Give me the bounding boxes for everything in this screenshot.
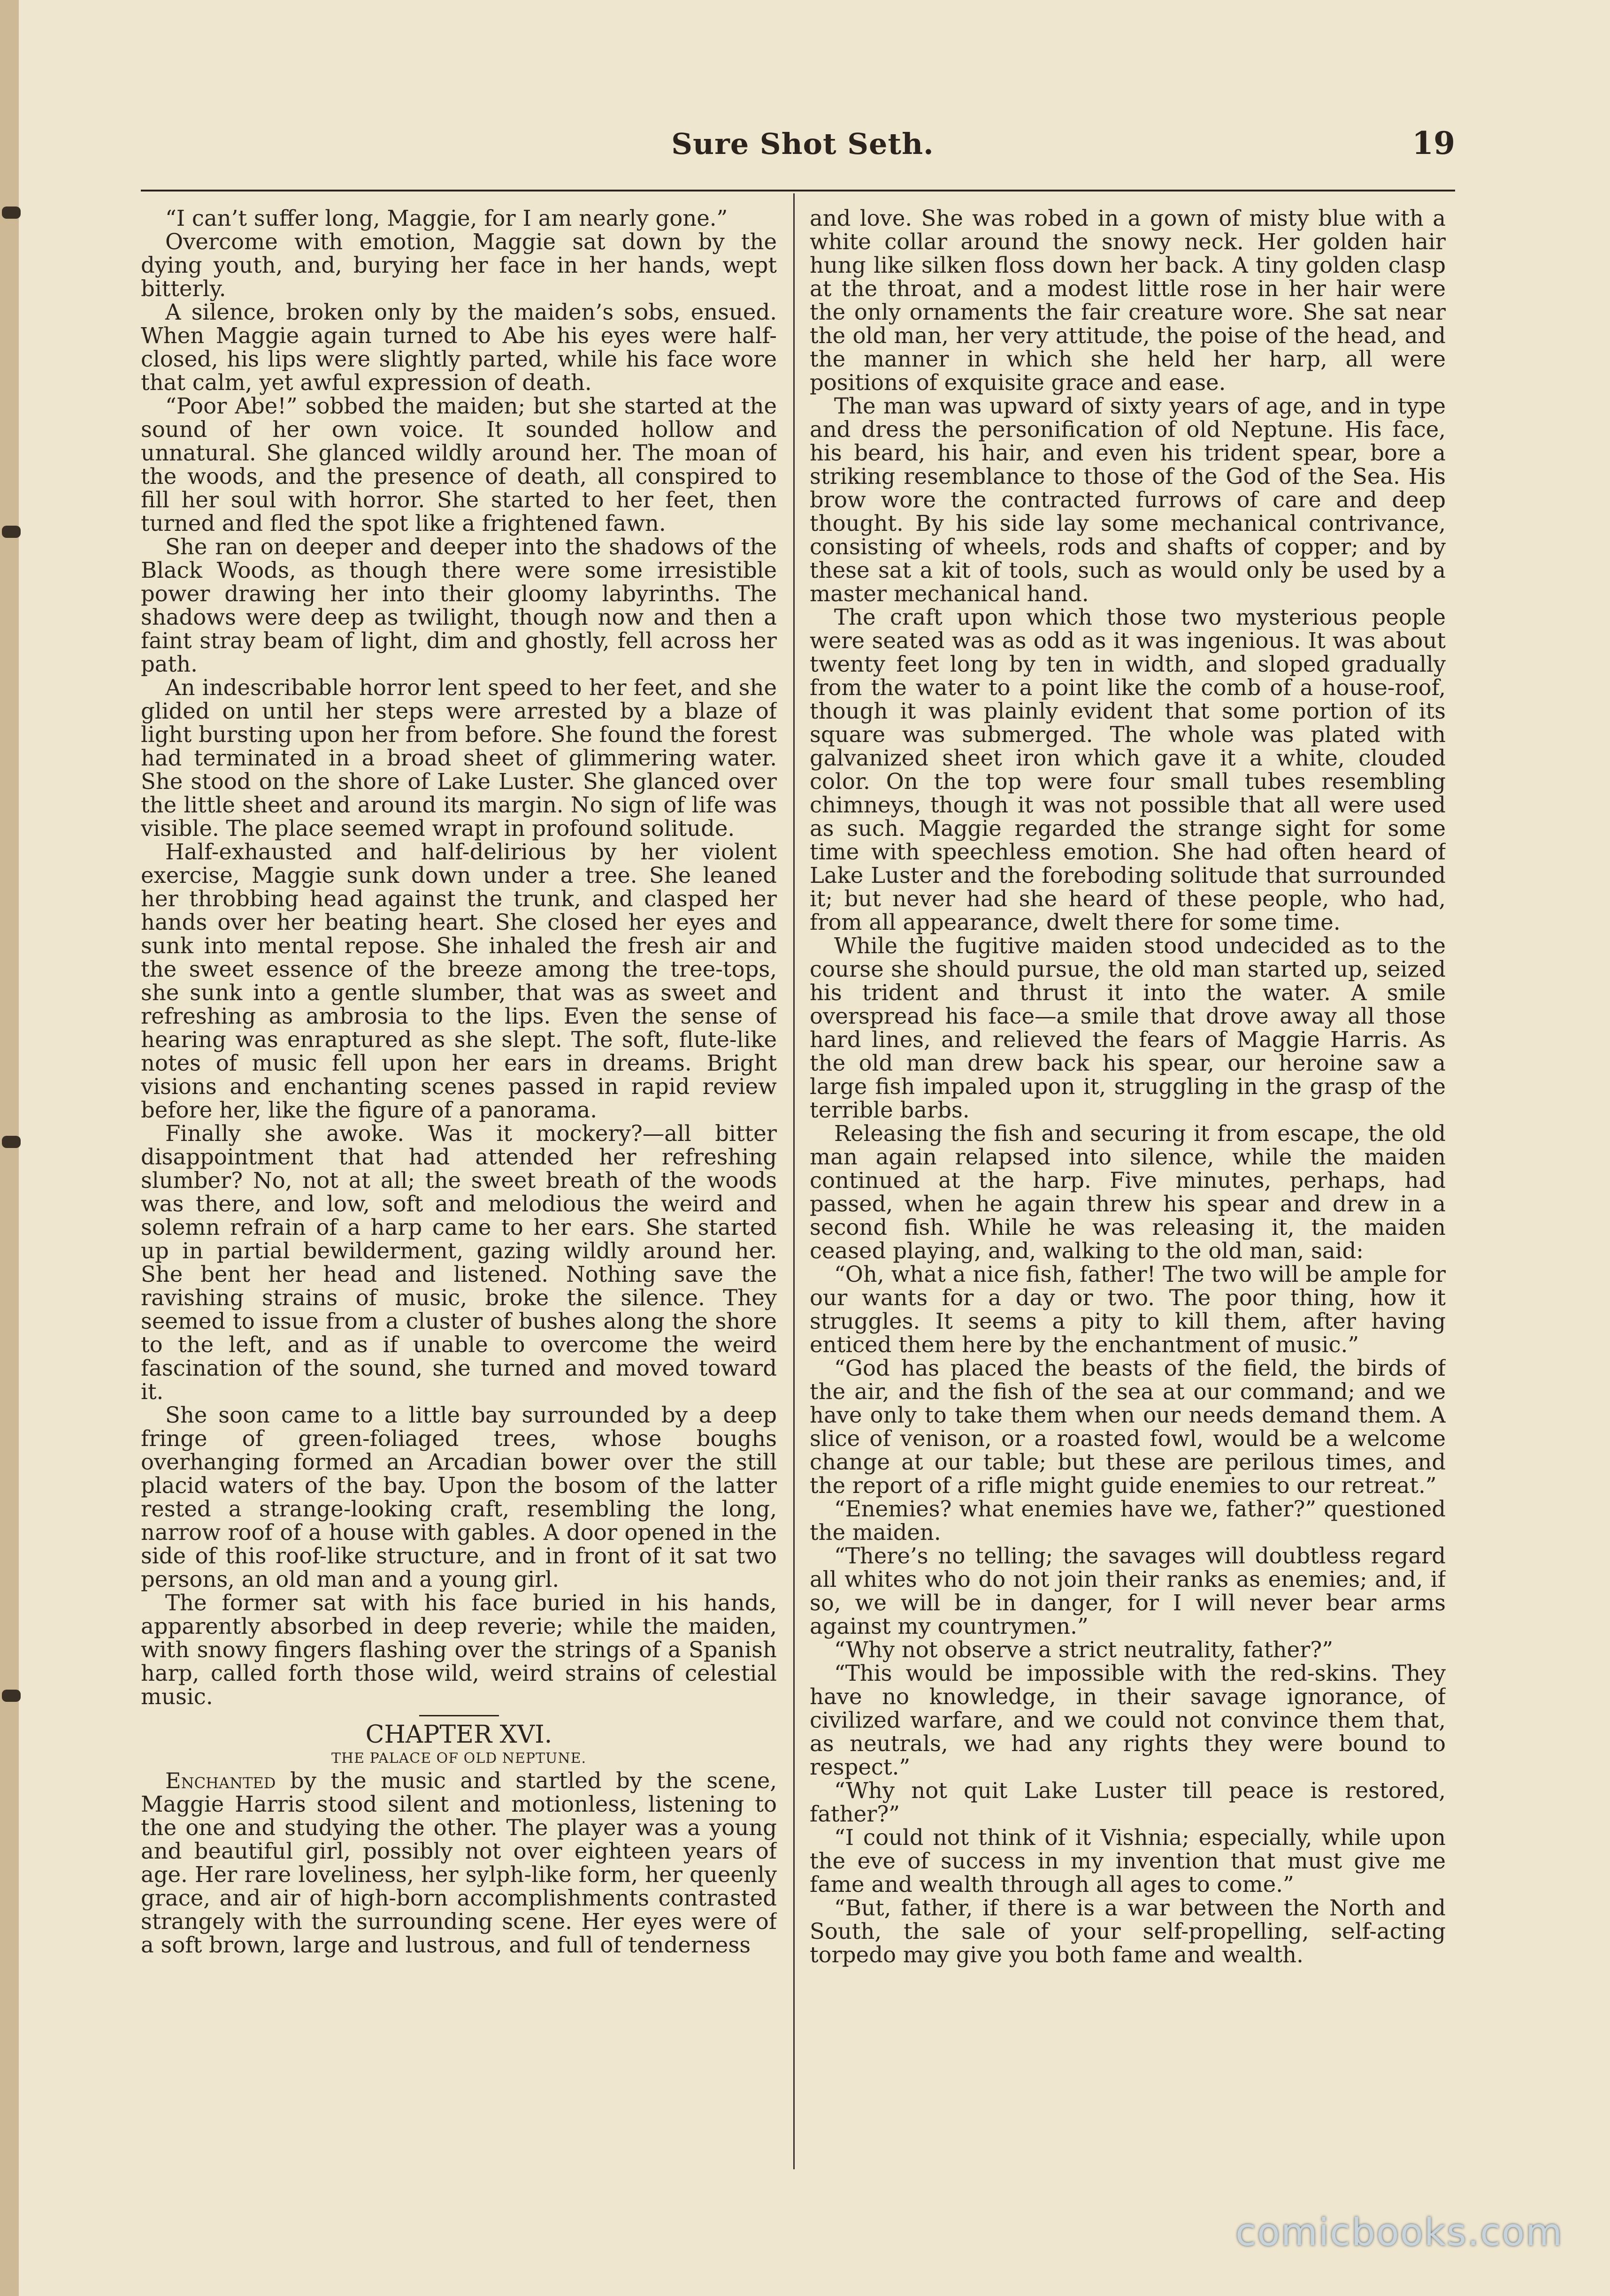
paragraph: The craft upon which those two mysterious people were seated was as odd as it was ingenious. It was about twenty feet long by ten in width, and sloped gradually from the water to a point like the comb of a house-roof, though it was plainly evident that some portion of its square was submerged. The whole was plated with galvanized sheet iron which gave it a white, clouded color. On the top were four small tubes resembling chimneys, though it was not possible that all were used as such. Maggie regarded the strange sight for some time with speechless emotion. She had often heard of Lake Luster and the foreboding solitude that surrounded it; but never had she heard of these people, who had, from all appearance, dwelt there for some time. xyxy=(810,605,1446,935)
continued-paragraph: and love. She was robed in a gown of misty blue with a white collar around the snowy neck. Her golden hair hung like silken floss down her back. A tiny golden clasp at the throat, and a modest little rose in her hair were the only ornaments the fair creature wore. She sat near the old man, her very attitude, the poise of the head, and the manner in which she held her harp, all were positions of exquisite grace and ease. xyxy=(810,207,1446,395)
paragraph: A silence, broken only by the maiden’s sobs, ensued. When Maggie again turned to Abe his eyes were half-closed, his lips were slightly parted, while his face wore that calm, yet awful expression of death. xyxy=(141,299,777,395)
paragraph: “Why not observe a strict neutrality, father?” xyxy=(834,1637,1334,1662)
left-column xyxy=(141,207,777,2164)
paragraph: “I can’t suffer long, Maggie, for I am nearly gone.” xyxy=(165,207,728,231)
right-column xyxy=(810,207,1446,2164)
chapter-subtitle: THE PALACE OF OLD NEPTUNE. xyxy=(331,1750,587,1767)
paragraph: Finally she awoke. Was it mockery?—all bitter disappointment that had attended her refreshing slumber? No, not at all; the sweet breath of the woods was there, and low, soft and melodious the weird and solemn refrain of a harp came to her ears. She started up in partial bewilderment, gazing wildly around her. She bent her head and listened. Nothing save the ravishing strains of music, broke the silence. They seemed to issue from a cluster of bushes along the shore to the left, and as if unable to overcome the weird fascination of the sound, she turned and moved toward it. xyxy=(141,1121,777,1404)
staple-hole xyxy=(2,1136,21,1148)
paragraph: The man was upward of sixty years of age, and in type and dress the personification of old Neptune. His face, his beard, his hair, and even his trident spear, bore a striking resemblance to those of the God of the Sea. His brow wore the contracted furrows of care and deep thought. By his side lay some mechanical contrivance, consisting of wheels, rods and shafts of copper; and by these sat a kit of tools, such as would only be used by a master mechanical hand. xyxy=(810,393,1446,606)
paragraph: Overcome with emotion, Maggie sat down by the dying youth, and, burying her face in her hands, wept bitterly. xyxy=(141,229,777,301)
staple-hole xyxy=(2,207,21,219)
paragraph-text: by the music and startled by the scene, Maggie Harris stood silent and motionless, listening to the one and studying the other. The player was a young and beautiful girl, possibly not over eighteen years of age. Her rare loveliness, her sylph-like form, her queenly grace, and air of high-born accomplishments contrasted strangely with the surrounding scene. Her eyes were of a soft brown, large and lustrous, and full of tenderness xyxy=(141,1768,777,1958)
running-title: Sure Shot Seth. xyxy=(671,127,934,161)
paragraph: While the fugitive maiden stood undecided as to the course she should pursue, the old man started up, seized his trident and thrust it into the water. A smile overspread his face—a smile that drove away all those hard lines, and relieved the fears of Maggie Harris. As the old man drew back his spear, our heroine saw a large fish impaled upon it, struggling in the grasp of the terrible barbs. xyxy=(810,933,1446,1123)
chapter-title: CHAPTER XVI. xyxy=(365,1721,552,1749)
paragraph: “Poor Abe!” sobbed the maiden; but she started at the sound of her own voice. It sounded hollow and unnatural. She glanced wildly around her. The moan of the woods, and the presence of death, all conspired to fill her soul with horror. She started to her feet, then turned and fled the spot like a frightened fawn. xyxy=(141,393,777,536)
paragraph: “Enemies? what enemies have we, father?” questioned the maiden. xyxy=(810,1496,1446,1545)
staple-hole xyxy=(2,526,21,538)
chapter-rule xyxy=(419,1715,499,1716)
paragraph: Releasing the fish and securing it from escape, the old man again relapsed into silence, while the maiden continued at the harp. Five minutes, perhaps, had passed, when he again threw his spear and drew in a second fish. While he was releasing it, the maiden ceased playing, and, walking to the old man, said: xyxy=(810,1121,1446,1263)
paragraph: Half-exhausted and half-delirious by her violent exercise, Maggie sunk down under a tree. She leaned her throbbing head against the trunk, and clasped her hands over her beating heart. She closed her eyes and sunk into mental repose. She inhaled the fresh air and the sweet essence of the breeze among the tree-tops, she sunk into a gentle slumber, that was as sweet and refreshing as ambrosia to the lips. Even the sense of hearing was enraptured as she slept. The soft, flute-like notes of music fell upon her ears in dreams. Bright visions and enchanting scenes passed in rapid review before her, like the figure of a panorama. xyxy=(141,839,777,1123)
paragraph: She ran on deeper and deeper into the shadows of the Black Woods, as though there were some irresistible power drawing her into their gloomy labyrinths. The shadows were deep as twilight, though now and then a faint stray beam of light, dim and ghostly, fell across her path. xyxy=(141,534,777,677)
column-divider xyxy=(793,193,795,2169)
paragraph: “This would be impossible with the red-skins. They have no knowledge, in their savage ignorance, of civilized warfare, and we could not convince them that, as neutrals, we had any rights they were bound to respect.” xyxy=(810,1661,1446,1780)
chapter-lead-word: Enchanted xyxy=(165,1768,276,1793)
paragraph: “There’s no telling; the savages will doubtless regard all whites who do not join their ranks as enemies; and, if so, we will be in danger, for I will never bear arms against my countrymen.” xyxy=(810,1543,1446,1639)
watermark: comicbooks.com xyxy=(1235,2211,1563,2254)
staple-hole xyxy=(2,1690,21,1702)
paragraph: The former sat with his face buried in his hands, apparently absorbed in deep reverie; while the maiden, with snowy fingers flashing over the strings of a Spanish harp, called forth those wild, weird strains of celestial music. xyxy=(141,1590,777,1709)
paragraph: “God has placed the beasts of the field, the birds of the air, and the fish of the sea at our command; and we have only to take them when our needs demand them. A slice of venison, or a roasted fowl, would be a welcome change at our table; but these are perilous times, and the report of a rifle might guide enemies to our retreat.” xyxy=(810,1355,1446,1498)
paragraph: She soon came to a little bay surrounded by a deep fringe of green-foliaged trees, whose boughs overhanging formed an Arcadian bower over the still placid waters of the bay. Upon the bosom of the latter rested a strange-looking craft, resembling the long, narrow roof of a house with gables. A door opened in the side of this roof-like structure, and in front of it sat two persons, an old man and a young girl. xyxy=(141,1402,777,1592)
page-spine xyxy=(0,0,19,2296)
paragraph: “Why not quit Lake Luster till peace is restored, father?” xyxy=(810,1778,1446,1827)
paragraph: An indescribable horror lent speed to her feet, and she glided on until her steps were arrested by a blaze of light bursting upon her from before. She found the forest had terminated in a broad sheet of glimmering water. She stood on the shore of Lake Luster. She glanced over the little sheet and around its margin. No sign of life was visible. The place seemed wrapt in profound solitude. xyxy=(141,675,777,841)
paragraph: “Oh, what a nice fish, father! The two will be ample for our wants for a day or two. The poor thing, how it struggles. It seems a pity to kill them, after having enticed them here by the enchantment of music.” xyxy=(810,1262,1446,1357)
page-number: 19 xyxy=(1412,125,1455,161)
paragraph: “I could not think of it Vishnia; especially, while upon the eve of success in my invention that must give me fame and wealth through all ages to come.” xyxy=(810,1825,1446,1897)
paragraph: “But, father, if there is a war between the North and South, the sale of your self-propelling, self-acting torpedo may give you both fame and wealth. xyxy=(810,1895,1446,1967)
chapter-first-paragraph xyxy=(141,1769,777,1957)
header-rule xyxy=(141,190,1455,191)
